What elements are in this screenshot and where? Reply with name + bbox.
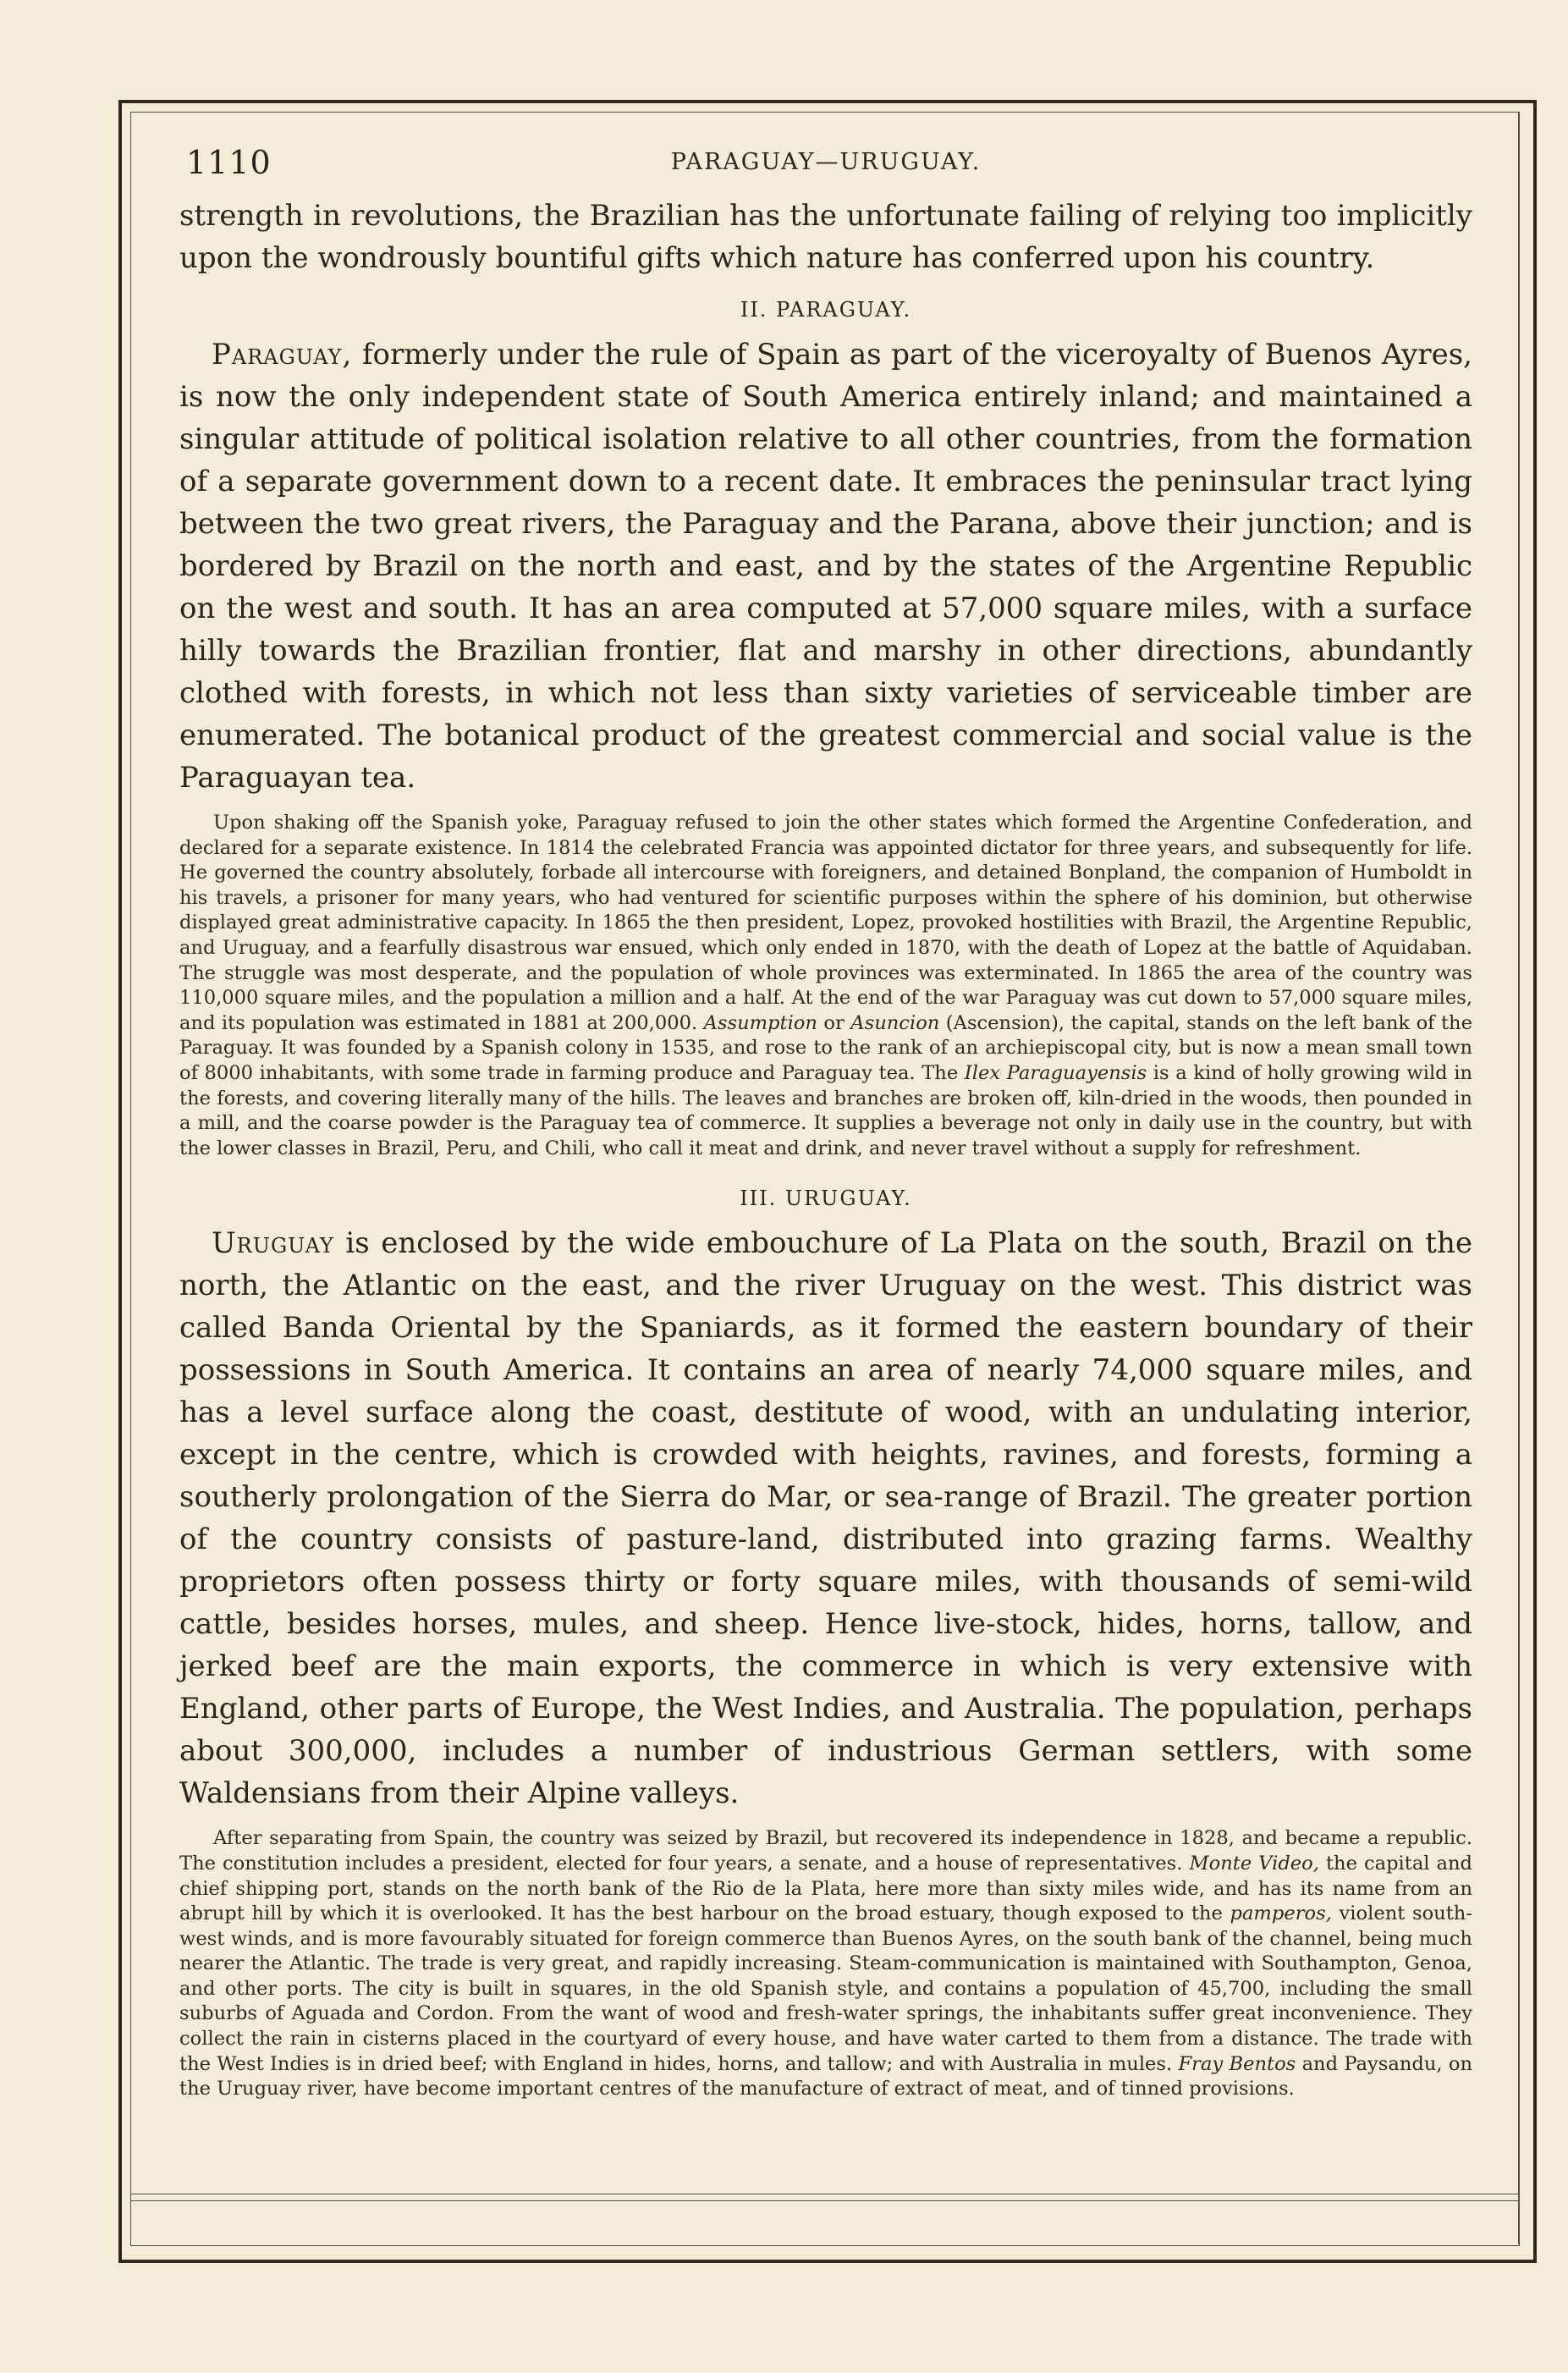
page-border-right-strip [1518, 112, 1531, 2244]
section-heading-uruguay: III. URUGUAY. [740, 1186, 912, 1211]
page-header [179, 144, 1472, 195]
uruguay-note-italic-2: pamperos, [1230, 1902, 1332, 1925]
running-title: PARAGUAY—URUGUAY. [670, 149, 982, 175]
paraguay-paragraph [179, 333, 1472, 799]
uruguay-body: is enclosed by the wide embouchure of La Plata on the south, Brazil on the north, the Atlantic on the east, and the river Uruguay on the west. This district was called Banda Oriental by the Spaniards, as it formed the eastern boundary of their possessions in South America. It contains an area of nearly 74,000 square miles, and has a level surface along the coast, destitute of wood, with an undulating interior, except in the centre, which is crowded with heights, ravines, and forests, forming a southerly prolongation of the Sierra do Mar, or sea-range of Brazil. The greater portion of the country consists of pasture-land, distributed into grazing farms. Wealthy proprietors often possess thirty or forty square miles, with thousands of semi-wild cattle, besides horses, mules, and sheep. Hence live-stock, hides, horns, tallow, and jerked beef are the main exports, the commerce in which is very extensive with England, other parts of Europe, the West Indies, and Australia. The population, perhaps about 300,000, includes a number of industrious German settlers, with some Waldensians from their Alpine valleys. [179, 1226, 1472, 1811]
paraguay-body: formerly under the rule of Spain as part of the viceroyalty of Buenos Ayres, is now the only independent state of South America entirely inland; and maintained a singular attitude of political isolation relative to all other countries, from the formation of a separate government down to a recent date. It embraces the peninsular tract lying between the two great rivers, the Paraguay and the Parana, above their junction; and is bordered by Brazil on the north and east, and by the states of the Argentine Republic on the west and south. It has an area computed at 57,000 square miles, with a surface hilly towards the Brazilian frontier, flat and marshy in other directions, abundantly clothed with forests, in which not less than sixty varieties of serviceable timber are enumerated. The botanical product of the greatest commercial and social value is the Paraguayan tea. [179, 338, 1472, 795]
uruguay-lead-word: Uruguay [212, 1226, 334, 1261]
uruguay-note-italic-1: Monte Video, [1189, 1852, 1319, 1875]
page-content [179, 144, 1472, 2102]
bottom-rule-double [130, 2200, 1518, 2201]
paraguay-note-text-1: Upon shaking off the Spanish yoke, Paraguay refused to join the other states which formed the Argentine Confederation, and declared for a separate existence. In 1814 the celebrated Francia was appointed dictator for three years, and subsequently for life. He governed the country absolutely, forbade all intercourse with foreigners, and detained Bonpland, the companion of Humboldt in his travels, a prisoner for many years, who had ventured for scientific purposes within the sphere of his dominion, but otherwise displayed great administrative capacity. In 1865 the then president, Lopez, provoked hostilities with Brazil, the Argentine Republic, and Uruguay, and a fearfully disastrous war ensued, which only ended in 1870, with the death of Lopez at the battle of Aquidaban. The struggle was most desperate, and the population of whole provinces was exterminated. In 1865 the area of the country was 110,000 square miles, and the population a million and a half. At the end of the war Paraguay was cut down to 57,000 square miles, and its population was estimated in 1881 at 200,000. [179, 812, 1472, 1034]
uruguay-note-text-4: and Paysandu, on the Uruguay river, have become important centres of the manufacture of extract of meat, and of tinned provisions. [179, 2052, 1473, 2100]
paraguay-note-italic-2: Asuncion [850, 1011, 940, 1034]
paraguay-note [179, 811, 1472, 1161]
section-heading-paraguay: II. PARAGUAY. [740, 298, 912, 322]
paraguay-note-italic-3: Ilex Paraguayensis [964, 1061, 1147, 1084]
paraguay-lead-word: Paraguay, [212, 338, 353, 372]
uruguay-note-text-3: violent south-west winds, and is more favourably situated for foreign commerce than Buenos Ayres, on the south bank of the channel, being much nearer the Atlantic. The trade is very great, and rapidly increasing. Steam-communication is maintained with Southampton, Genoa, and other ports. The city is built in squares, in the old Spanish style, and contains a population of 45,700, including the small suburbs of Aguada and Cordon. From the want of wood and fresh-water springs, the inhabitants suffer great inconvenience. They collect the rain in cisterns placed in the courtyard of every house, and have water carted to them from a distance. The trade with the West Indies is in dried beef; with England in hides, horns, and tallow; and with Australia in mules. [179, 1902, 1472, 2075]
uruguay-paragraph [179, 1222, 1472, 1814]
uruguay-note-text-2: the capital and chief shipping port, stands on the north bank of the Rio de la Plata, here more than sixty miles wide, and has its name from an abrupt hill by which it is overlooked. It has the best harbour on the broad estuary, though exposed to the [179, 1852, 1473, 1925]
page-number: 1110 [186, 144, 272, 181]
paraguay-note-text-2: or [817, 1011, 851, 1034]
uruguay-note [179, 1826, 1472, 2102]
continued-paragraph: strength in revolutions, the Brazilian has the unfortunate failing of relying too implicitly upon the wondrously bountiful gifts which nature has conferred upon his country. [179, 199, 1472, 275]
paraguay-note-text-3: (Ascension), the capital, stands on the left bank of the Paraguay. It was founded by a Spanish colony in 1535, and rose to the rank of an archiepiscopal city, but is now a mean small town of 8000 inhabitants, with some trade in farming produce and Paraguay tea. The [179, 1011, 1472, 1084]
uruguay-note-italic-3: Fray Bentos [1178, 2052, 1296, 2075]
paraguay-note-text-4: is a kind of holly growing wild in the forests, and covering literally many of the hills. The leaves and branches are broken off, kiln-dried in the woods, then pounded in a mill, and the coarse powder is the Paraguay tea of commerce. It supplies a beverage not only in daily use in the country, but with the lower classes in Brazil, Peru, and Chili, who call it meat and drink, and never travel without a supply for refreshment. [179, 1061, 1473, 1159]
uruguay-note-text-1: After separating from Spain, the country was seized by Brazil, but recovered its independence in 1828, and became a republic. The constitution includes a president, elected for four years, a senate, and a house of representatives. [179, 1827, 1472, 1875]
paraguay-note-italic-1: Assumption [703, 1011, 817, 1034]
